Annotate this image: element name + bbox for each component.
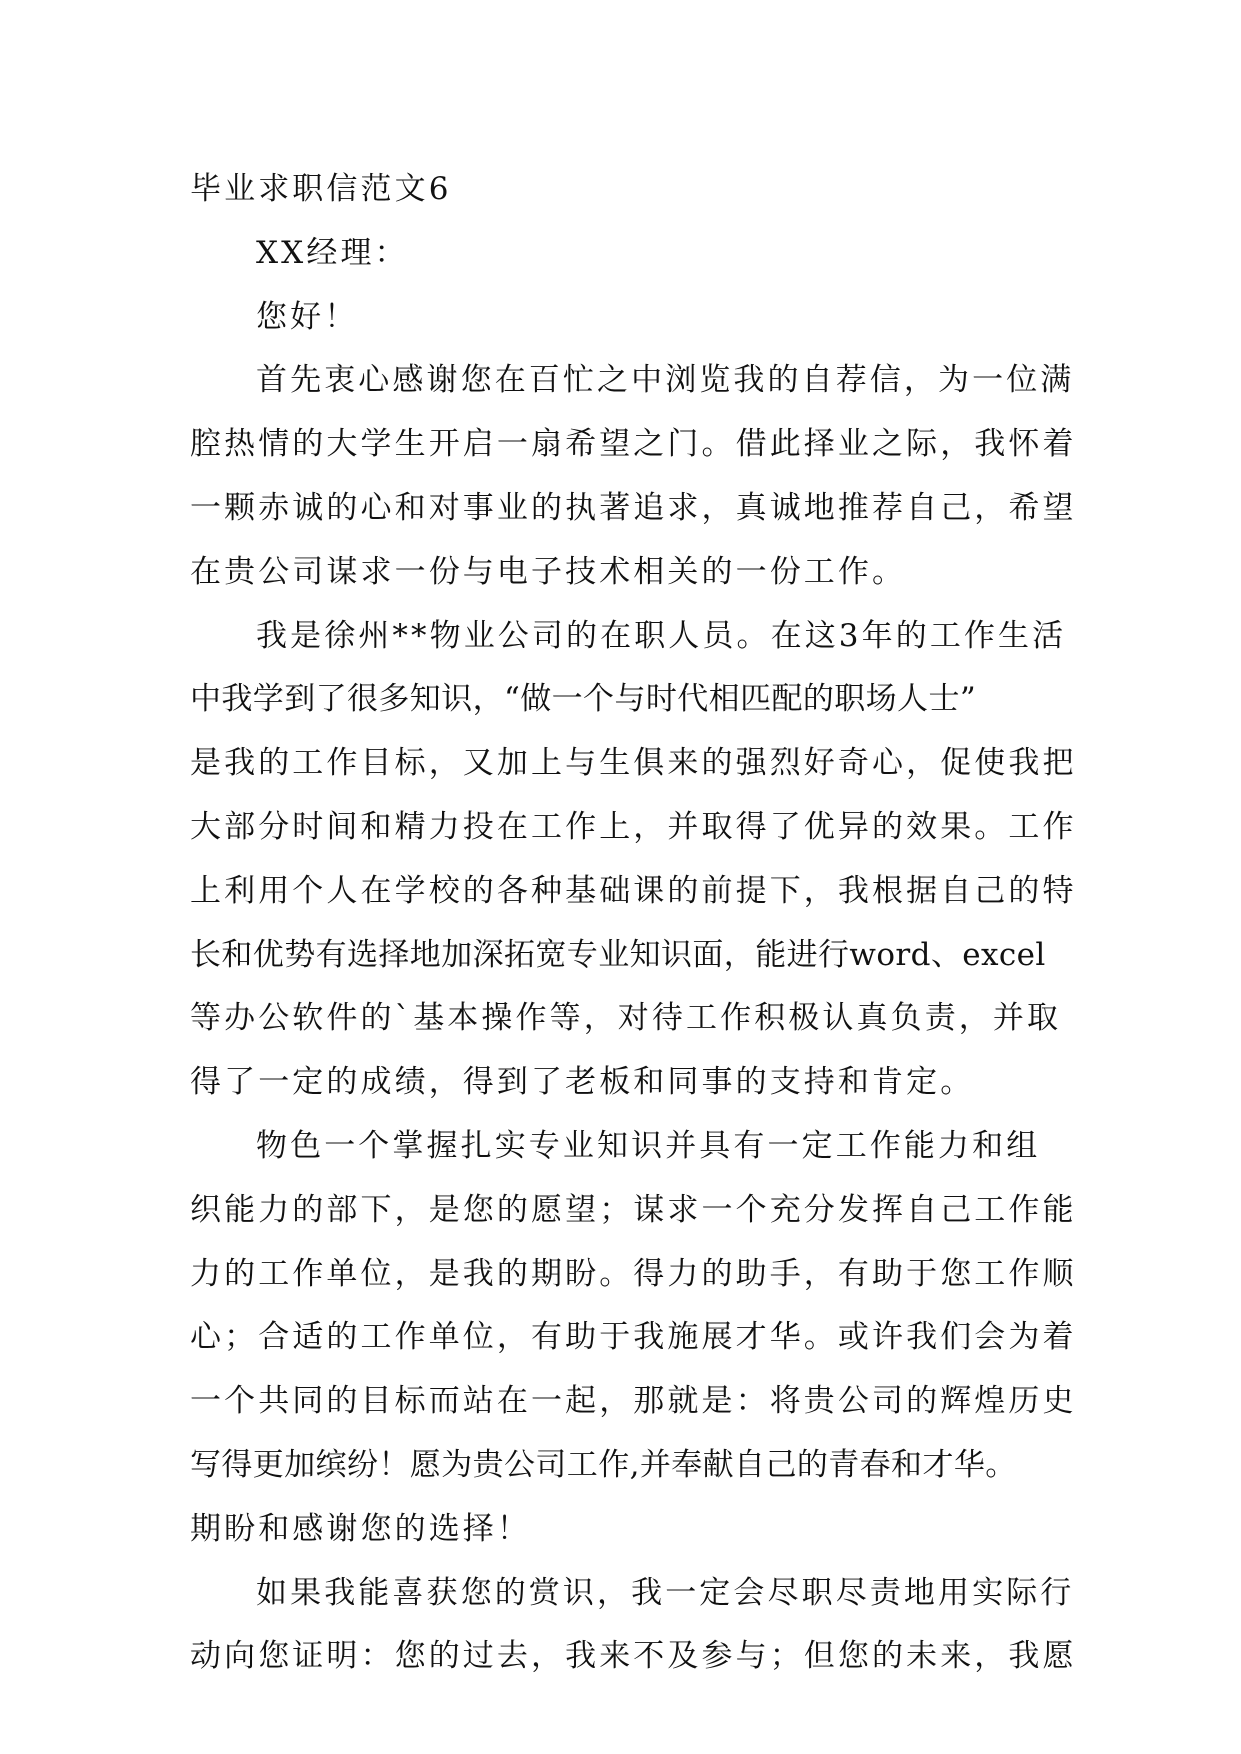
paragraph-line: 得了一定的成绩，得到了老板和同事的支持和肯定。 [190,1064,975,1101]
paragraph-line: 在贵公司谋求一份与电子技术相关的一份工作。 [190,553,907,590]
paragraph-line: 期盼和感谢您的选择！ [190,1510,531,1547]
paragraph-line: 一个共同的目标而站在一起，那就是：将贵公司的辉煌历史 [190,1383,1077,1420]
paragraph-line: 力的工作单位，是我的期盼。得力的助手，有助于您工作顺 [190,1255,1077,1292]
paragraph-4 [190,1562,1077,1690]
paragraph-line: 腔热情的大学生开启一扇希望之门。借此择业之际，我怀着 [190,426,1077,463]
paragraph-2 [190,605,1077,1115]
paragraph-3 [190,1115,1077,1562]
paragraph-line: 我是徐州**物业公司的在职人员。在这3年的工作生活 [256,617,1067,654]
paragraph-line: 物色一个掌握扎实专业知识并具有一定工作能力和组 [256,1127,1041,1164]
paragraph-line: 首先衷心感谢您在百忙之中浏览我的自荐信，为一位满 [256,362,1075,399]
paragraph-line: 动向您证明：您的过去，我来不及参与；但您的未来，我愿 [190,1638,1077,1675]
paragraph-1 [190,349,1077,604]
paragraph-line: 上利用个人在学校的各种基础课的前提下，我根据自己的特 [190,872,1077,909]
salutation: XX经理： [256,234,409,271]
paragraph-line: 大部分时间和精力投在工作上，并取得了优异的效果。工作 [190,808,1077,845]
paragraph-line: 一颗赤诚的心和对事业的执著追求，真诚地推荐自己，希望 [190,489,1077,526]
paragraph-line: 心；合适的工作单位，有助于我施展才华。或许我们会为着 [190,1319,1077,1356]
document-title: 毕业求职信范文6 [190,171,452,207]
paragraph-line: 中我学到了很多知识，“做一个与时代相匹配的职场人士” [190,681,977,718]
paragraph-line: 如果我能喜获您的赏识，我一定会尽职尽责地用实际行 [256,1574,1075,1611]
paragraph-line: 写得更加缤纷！愿为贵公司工作,并奉献自己的青春和才华。 [190,1446,1017,1483]
letter-body [190,158,1077,1689]
greeting: 您好！ [256,298,359,335]
paragraph-line: 等办公软件的`基本操作等，对待工作积极认真负责，并取 [190,1000,1062,1037]
paragraph-line: 长和优势有选择地加深拓宽专业知识面，能进行word、excel [190,936,1046,973]
paragraph-line: 织能力的部下，是您的愿望；谋求一个充分发挥自己工作能 [190,1191,1077,1228]
paragraph-line: 是我的工作目标，又加上与生俱来的强烈好奇心，促使我把 [190,745,1077,782]
